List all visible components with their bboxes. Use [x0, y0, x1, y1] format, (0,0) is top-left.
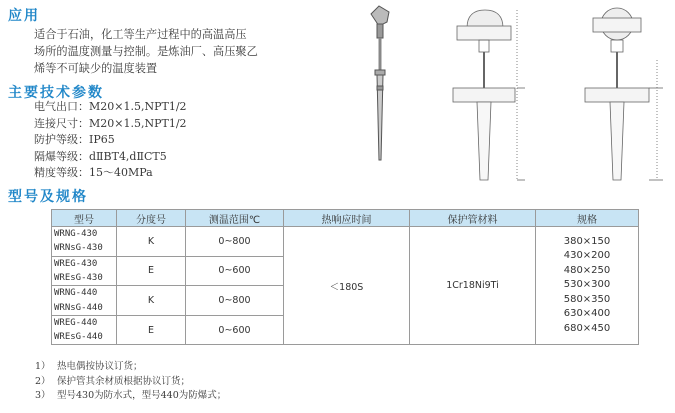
- parameters-heading: 主要技术参数: [8, 85, 104, 101]
- graduation-cell: E: [117, 315, 186, 345]
- note-number: 3）: [35, 390, 51, 401]
- product-photo: [371, 6, 389, 160]
- size-value: 580×350: [563, 293, 611, 305]
- col-header-graduation: 分度号: [117, 210, 186, 227]
- size-value: 380×150: [563, 235, 611, 247]
- range-cell: 0~800: [186, 227, 284, 257]
- parameter-item: 隔爆等级：dⅡBT4,dⅡCT5: [34, 149, 167, 163]
- model-cell: WRNG-430: [52, 227, 117, 242]
- note-item: [35, 389, 226, 404]
- col-header-size: 规格: [536, 210, 639, 227]
- model-cell: WRNsG-440: [52, 300, 117, 315]
- note-text: 型号430为防水式，型号440为防爆式；: [57, 390, 227, 401]
- graduation-cell: K: [117, 227, 186, 257]
- note-number: 1）: [35, 361, 51, 372]
- models-heading: 型号及规格: [8, 189, 88, 205]
- note-item: [35, 375, 226, 390]
- col-header-material: 保护管材料: [410, 210, 536, 227]
- note-text: 热电偶按协议订货；: [57, 361, 143, 372]
- col-header-response-time: 热响应时间: [284, 210, 410, 227]
- graduation-cell: E: [117, 256, 186, 286]
- col-header-model: 型号: [52, 210, 117, 227]
- table-row: [52, 227, 639, 242]
- parameter-item: 电气出口：M20×1.5,NPT1/2: [34, 100, 187, 113]
- model-cell: WREsG-440: [52, 330, 117, 345]
- product-drawings: [357, 0, 675, 190]
- model-cell: WREsG-430: [52, 271, 117, 286]
- parameter-item: 精度等级：15～40MPa: [34, 166, 153, 180]
- application-text: [34, 26, 258, 77]
- material-cell: 1Cr18Ni9Ti: [410, 227, 536, 345]
- size-value: 680×450: [563, 322, 611, 334]
- col-header-range: 测温范围℃: [186, 210, 284, 227]
- size-value: 430×200: [563, 250, 611, 262]
- drawing-430: [453, 10, 525, 180]
- application-heading: 应用: [8, 8, 40, 24]
- size-cell: [536, 227, 639, 345]
- graduation-cell: K: [117, 286, 186, 316]
- model-cell: WRNsG-430: [52, 241, 117, 256]
- range-cell: 0~800: [186, 286, 284, 316]
- model-cell: WRNG-440: [52, 286, 117, 301]
- range-cell: 0~600: [186, 315, 284, 345]
- parameter-item: 防护等级：IP65: [34, 133, 115, 147]
- model-cell: WREG-440: [52, 315, 117, 330]
- notes-list: [35, 360, 226, 404]
- size-value: 480×250: [563, 264, 611, 276]
- note-item: [35, 360, 226, 375]
- application-line: 场所的温度测量与控制。是炼油厂、高压聚乙: [34, 45, 258, 58]
- table-header-row: [52, 210, 639, 227]
- note-text: 保护管其余材质根据协议订货；: [57, 375, 191, 387]
- size-value: 530×300: [563, 279, 611, 291]
- application-line: 烯等不可缺少的温度装置: [34, 62, 158, 75]
- response-time-cell: ＜180S: [284, 227, 410, 345]
- spec-table: [51, 209, 639, 345]
- thermocouple-illustration: [357, 0, 675, 190]
- range-cell: 0~600: [186, 256, 284, 286]
- parameter-item: 连接尺寸：M20×1.5,NPT1/2: [34, 116, 187, 130]
- size-value: 630×400: [563, 308, 611, 320]
- drawing-440: [585, 8, 663, 180]
- model-cell: WREG-430: [52, 256, 117, 271]
- note-number: 2）: [35, 375, 51, 387]
- application-line: 适合于石油，化工等生产过程中的高温高压: [34, 28, 247, 41]
- parameters-list: [34, 99, 187, 182]
